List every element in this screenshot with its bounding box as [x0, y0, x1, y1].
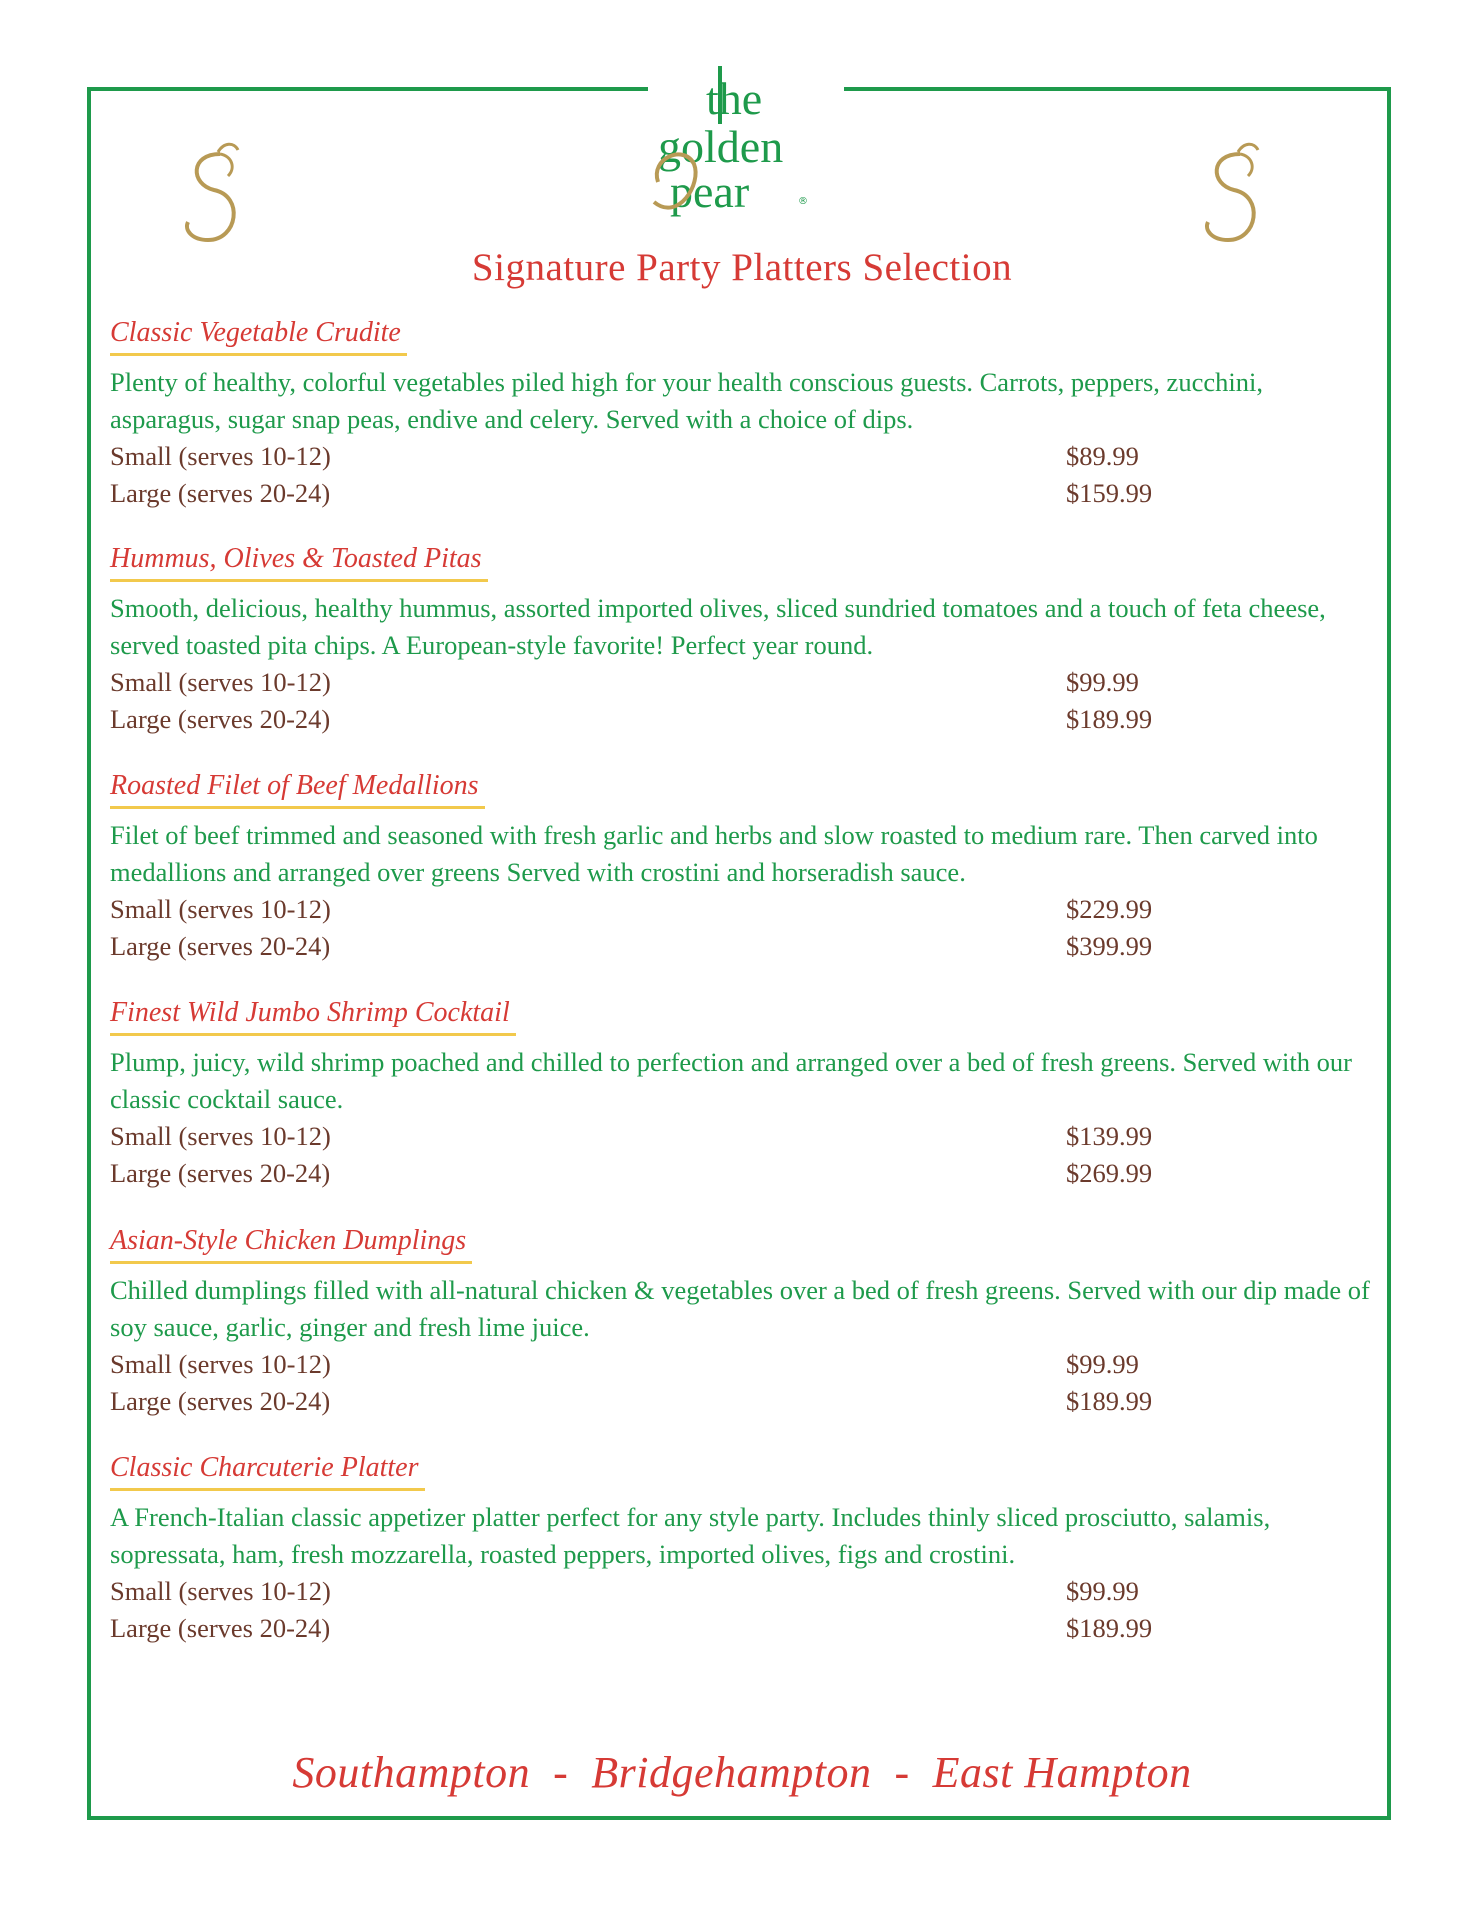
price-value: $99.99	[1066, 667, 1139, 697]
item-title: Finest Wild Jumbo Shrimp Cocktail	[110, 997, 516, 1036]
item-title: Classic Vegetable Crudite	[110, 317, 407, 356]
price-label: Small (serves 10-12)	[110, 1121, 331, 1151]
item-description: Plenty of healthy, colorful vegetables piled high for your health conscious guests. Carrots, peppers, zucchini, asparagus, sugar snap peas, endive and celery. Served with a choice of dips.	[110, 367, 1263, 434]
pear-icon-left	[180, 140, 260, 250]
item-description: Chilled dumplings filled with all-natural chicken & vegetables over a bed of fresh greens. Served with our dip made of soy sauce, garlic, ginger and fresh lime juice.	[110, 1275, 1370, 1342]
price-value: $99.99	[1066, 1349, 1139, 1379]
price-label: Small (serves 10-12)	[110, 894, 331, 924]
price-row-large	[110, 1610, 1380, 1647]
item-description: Filet of beef trimmed and seasoned with fresh garlic and herbs and slow roasted to medium rare. Then carved into medallions and arranged over greens Served with crostini and horseradish sauce.	[110, 820, 1318, 887]
price-row-large	[110, 928, 1380, 965]
price-value: $399.99	[1066, 931, 1153, 961]
pear-icon-right	[1200, 140, 1280, 250]
price-label: Large (serves 20-24)	[110, 931, 331, 961]
price-label: Small (serves 10-12)	[110, 1576, 331, 1606]
price-value: $269.99	[1066, 1158, 1153, 1188]
price-row-small	[110, 664, 1380, 701]
item-title: Hummus, Olives & Toasted Pitas	[110, 543, 488, 582]
logo-line-the: the	[706, 73, 763, 124]
price-value: $139.99	[1066, 1121, 1153, 1151]
logo-registered: ®	[798, 196, 808, 207]
item-description: Smooth, delicious, healthy hummus, assorted imported olives, sliced sundried tomatoes and a touch of feta cheese, served toasted pita chips. A European-style favorite! Perfect year round.	[110, 593, 1326, 660]
price-row-small	[110, 891, 1380, 928]
price-row-small	[110, 438, 1380, 475]
price-row-large	[110, 1155, 1380, 1192]
price-row-small	[110, 1118, 1380, 1155]
price-label: Large (serves 20-24)	[110, 1386, 331, 1416]
price-value: $159.99	[1066, 478, 1153, 508]
price-label: Large (serves 20-24)	[110, 1613, 331, 1643]
platter-item-hummus-olives	[110, 543, 1380, 738]
price-row-small	[110, 1346, 1380, 1383]
golden-pear-logo	[648, 62, 844, 232]
price-label: Small (serves 10-12)	[110, 667, 331, 697]
price-value: $189.99	[1066, 1613, 1153, 1643]
price-label: Large (serves 20-24)	[110, 704, 331, 734]
item-description: Plump, juicy, wild shrimp poached and chilled to perfection and arranged over a bed of fresh greens. Served with our classic cocktail sauce.	[110, 1047, 1352, 1114]
item-title: Classic Charcuterie Platter	[110, 1452, 425, 1491]
price-row-small	[110, 1573, 1380, 1610]
price-row-large	[110, 701, 1380, 738]
price-row-large	[110, 1383, 1380, 1420]
price-label: Small (serves 10-12)	[110, 441, 331, 471]
logo-line-golden: golden	[658, 121, 784, 172]
platter-item-shrimp-cocktail	[110, 997, 1380, 1192]
price-label: Small (serves 10-12)	[110, 1349, 331, 1379]
item-description: A French-Italian classic appetizer platter perfect for any style party. Includes thinly sliced prosciutto, salamis, sopressata, ham, fresh mozzarella, roasted peppers, imported olives, figs and crostini.	[110, 1502, 1271, 1569]
price-label: Large (serves 20-24)	[110, 1158, 331, 1188]
price-value: $99.99	[1066, 1576, 1139, 1606]
page-title: Signature Party Platters Selection	[471, 246, 1013, 289]
platter-item-vegetable-crudite	[110, 317, 1380, 512]
platter-item-charcuterie	[110, 1452, 1380, 1647]
price-value: $229.99	[1066, 894, 1153, 924]
item-title: Asian-Style Chicken Dumplings	[110, 1225, 472, 1264]
price-label: Large (serves 20-24)	[110, 478, 331, 508]
platter-item-beef-medallions	[110, 770, 1380, 965]
platter-item-chicken-dumplings	[110, 1225, 1380, 1420]
price-value: $189.99	[1066, 1386, 1153, 1416]
item-title: Roasted Filet of Beef Medallions	[110, 770, 485, 809]
logo-line-pear: pear	[670, 166, 750, 217]
price-row-large	[110, 475, 1380, 512]
price-value: $89.99	[1066, 441, 1139, 471]
locations-footer: Southampton - Bridgehampton - East Hampton	[292, 1748, 1192, 1797]
price-value: $189.99	[1066, 704, 1153, 734]
